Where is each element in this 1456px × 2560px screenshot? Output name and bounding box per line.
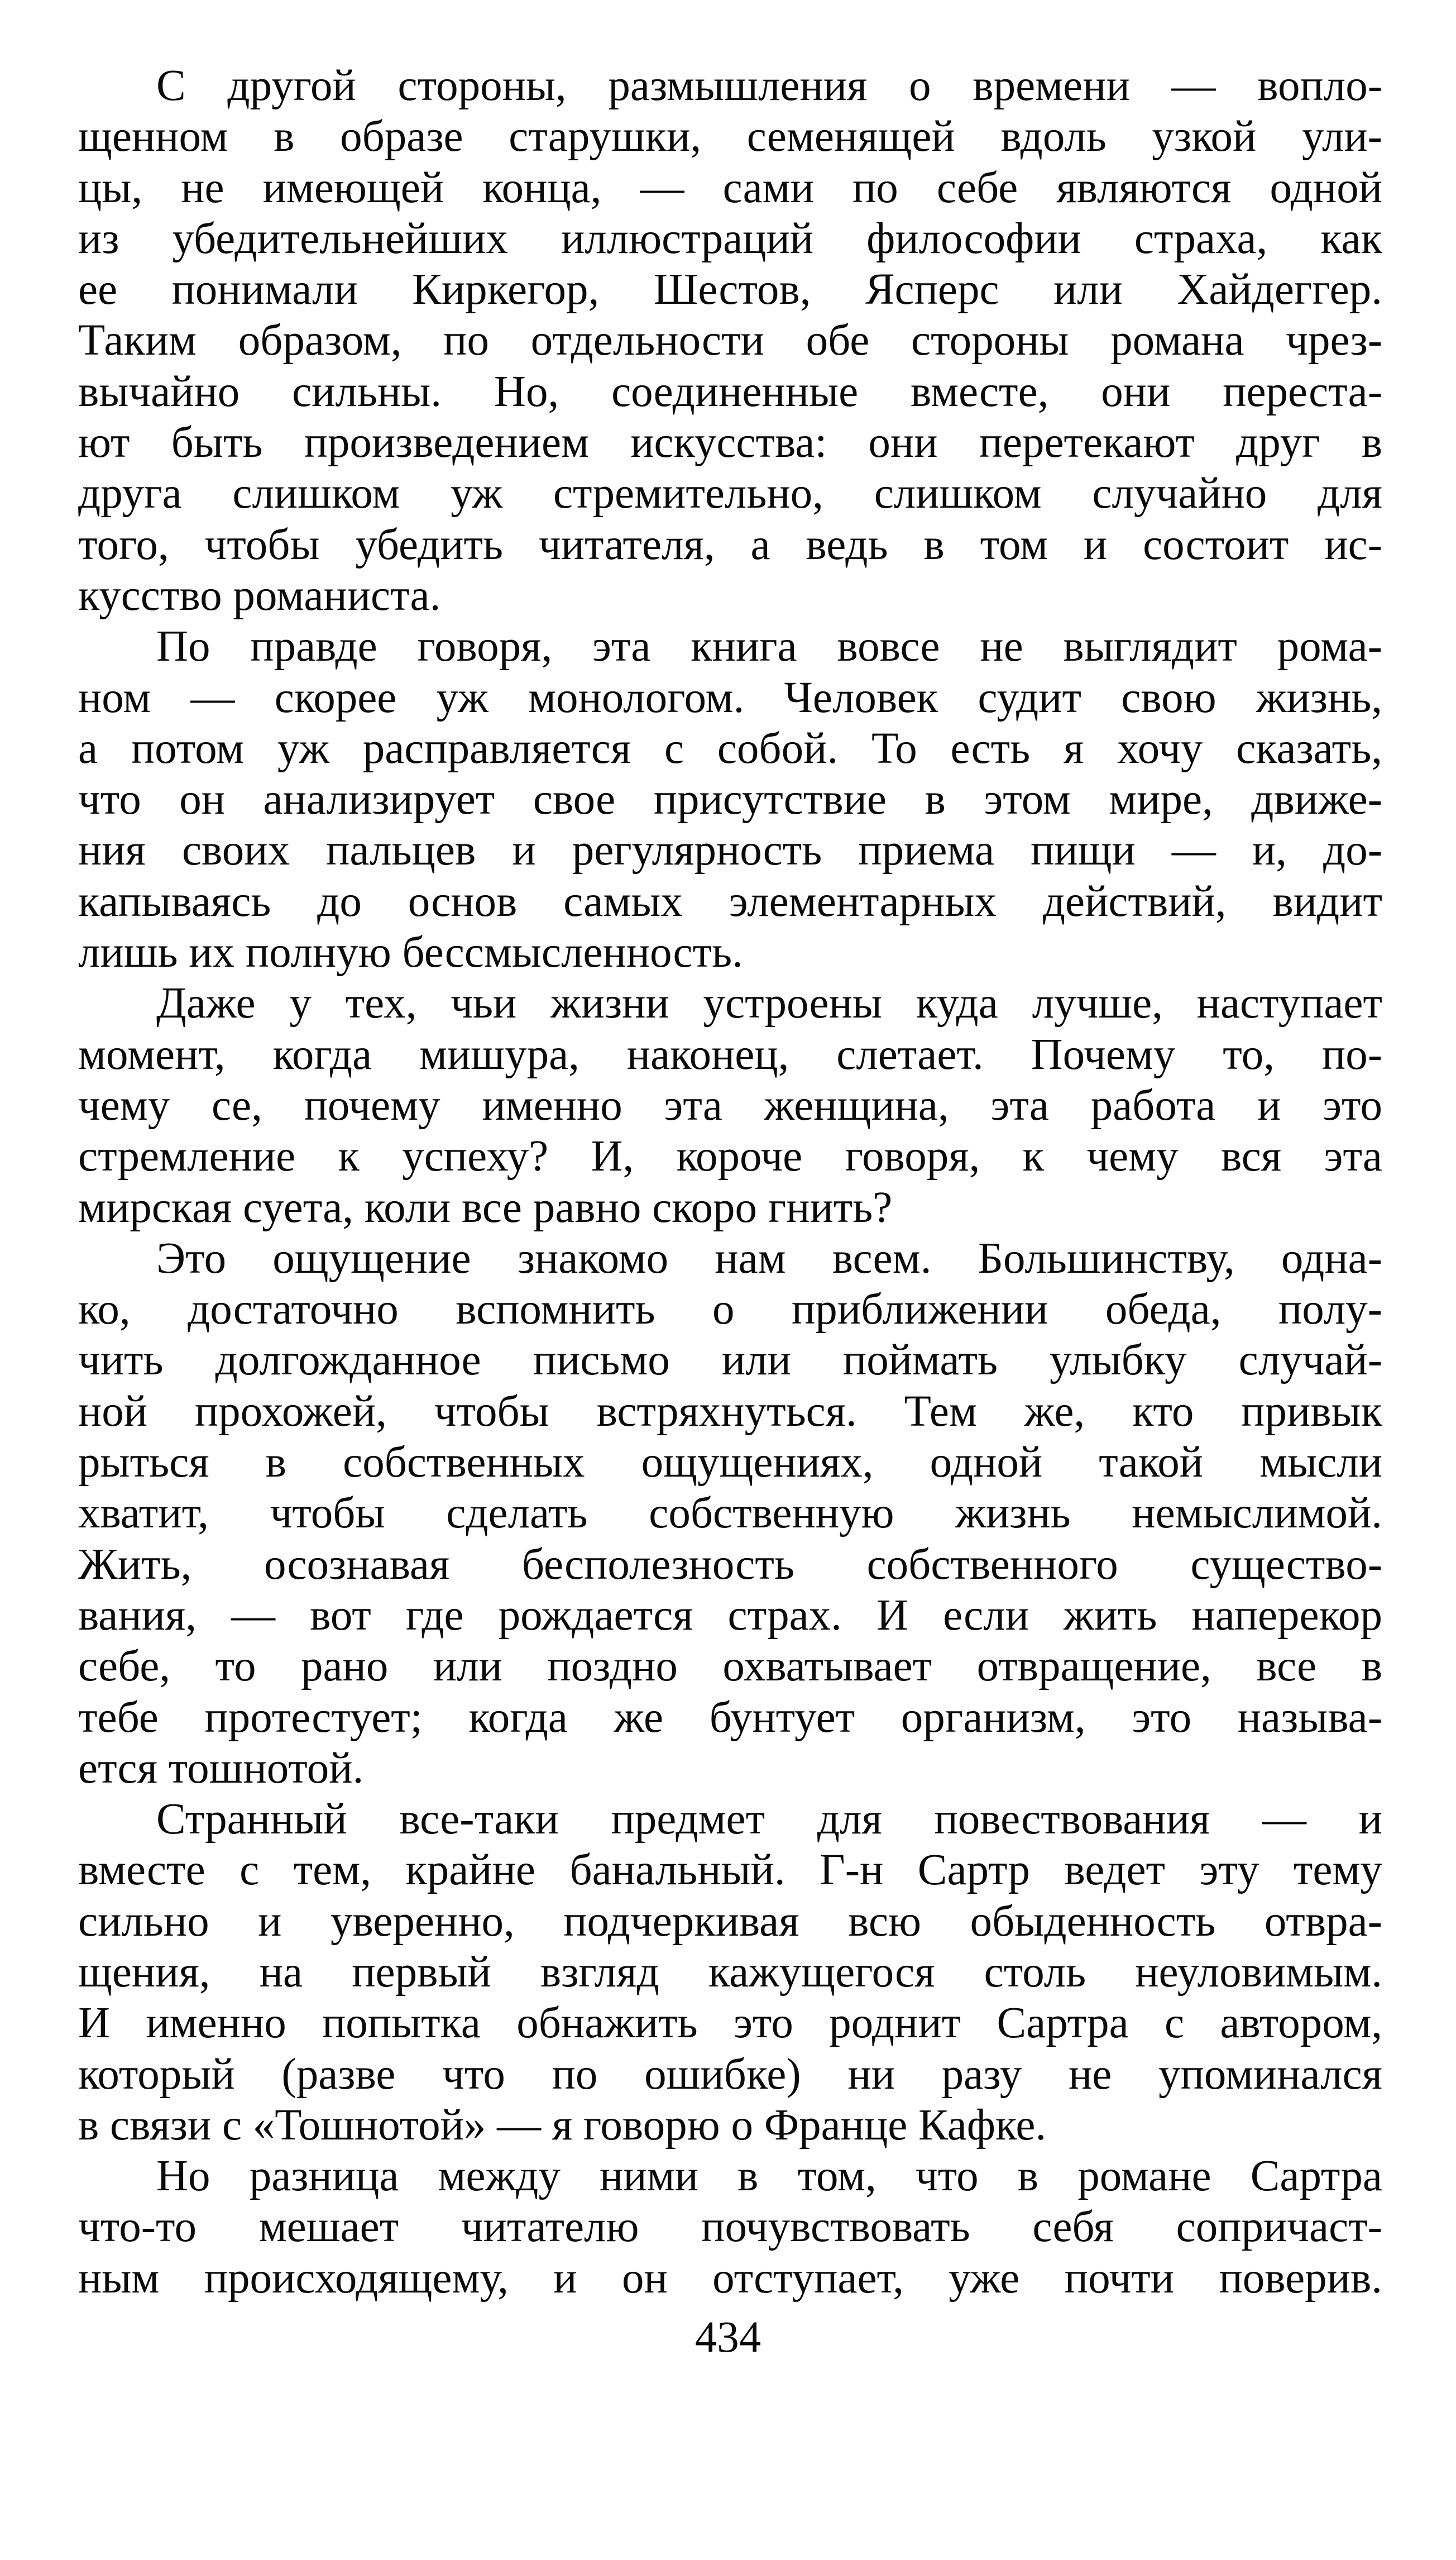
text-line: чему се, почему именно эта женщина, эта работа и это (78, 1081, 1382, 1130)
paragraph-3 (78, 978, 1382, 1233)
text-line: момент, когда мишура, наконец, слетает. Почему то, по- (78, 1030, 1382, 1079)
text-line: С другой стороны, размышления о времени — вопло- (156, 61, 1382, 110)
text-line: цы, не имеющей конца, — сами по себе являются одной (78, 163, 1382, 212)
text-line: кусство романиста. (78, 571, 441, 620)
text-line: себе, то рано или поздно охватывает отвращение, все в (78, 1642, 1382, 1691)
text-line: ее понимали Киркегор, Шестов, Ясперс или Хайдеггер. (78, 265, 1382, 314)
text-line: щения, на первый взгляд кажущегося столь неуловимым. (78, 1947, 1382, 1997)
text-line: из убедительнейших иллюстраций философии страха, как (78, 214, 1382, 263)
text-line: стремление к успеху? И, короче говоря, к чему вся эта (78, 1132, 1382, 1181)
text-line: рыться в собственных ощущениях, одной такой мысли (78, 1438, 1382, 1487)
text-line: Даже у тех, чьи жизни устроены куда лучше, наступает (156, 979, 1382, 1028)
text-line: капываясь до основ самых элементарных действий, видит (78, 877, 1382, 926)
text-line: По правде говоря, эта книга вовсе не выглядит рома- (156, 622, 1382, 671)
paragraph-6 (78, 2151, 1382, 2304)
text-line: Жить, осознавая бесполезность собственного существо- (78, 1540, 1382, 1589)
text-line: Но разница между ними в том, что в романе Сартра (156, 2152, 1382, 2201)
text-line: Странный все-таки предмет для повествования — и (156, 1795, 1382, 1844)
text-line: вычайно сильны. Но, соединенные вместе, они переста- (78, 367, 1382, 416)
text-line: лишь их полную бессмысленность. (78, 928, 743, 977)
text-line: чить долгожданное письмо или поймать улыбку случай- (78, 1336, 1382, 1385)
text-line: ном — скорее уж монологом. Человек судит свою жизнь, (78, 673, 1382, 722)
text-line: ния своих пальцев и регулярность приема пищи — и, до- (78, 826, 1382, 875)
text-line: И именно попытка обнажить это роднит Сартра с автором, (78, 1999, 1382, 2048)
text-line: ют быть произведением искусства: они перетекают друг в (78, 418, 1382, 467)
paragraph-4 (78, 1233, 1382, 1794)
text-line: который (разве что по ошибке) ни разу не упоминался (78, 2050, 1382, 2099)
text-line: щенном в образе старушки, семенящей вдоль узкой ули- (78, 112, 1382, 161)
text-line: ным происходящему, и он отступает, уже почти поверив. (78, 2253, 1382, 2303)
text-line: Это ощущение знакомо нам всем. Большинству, одна- (156, 1234, 1382, 1283)
text-line: хватит, чтобы сделать собственную жизнь немыслимой. (78, 1489, 1382, 1538)
text-line: ной прохожей, чтобы встряхнуться. Тем же, кто привык (78, 1387, 1382, 1436)
paragraph-1 (78, 60, 1382, 621)
text-line: того, чтобы убедить читателя, а ведь в том и состоит ис- (78, 520, 1382, 569)
text-line: что-то мешает читателю почувствовать себя сопричаст- (78, 2203, 1382, 2252)
text-line: сильно и уверенно, подчеркивая всю обыденность отвра- (78, 1897, 1382, 1946)
text-line: мирская суета, коли все равно скоро гнить? (78, 1183, 893, 1232)
text-line: ется тошнотой. (78, 1744, 364, 1793)
text-line: тебе протестует; когда же бунтует организм, это называ- (78, 1693, 1382, 1742)
text-line: друга слишком уж стремительно, слишком случайно для (78, 469, 1382, 518)
text-line: вания, — вот где рождается страх. И если жить наперекор (78, 1591, 1382, 1640)
text-line: Таким образом, по отдельности обе стороны романа чрез- (78, 316, 1382, 365)
text-line: вместе с тем, крайне банальный. Г-н Сартр ведет эту тему (78, 1846, 1382, 1895)
text-line: в связи с «Тошнотой» — я говорю о Франце Кафке. (78, 2100, 1047, 2150)
paragraph-5 (78, 1794, 1382, 2151)
text-line: а потом уж расправляется с собой. То есть я хочу сказать, (78, 724, 1382, 773)
page-body (78, 60, 1382, 2304)
paragraph-2 (78, 621, 1382, 978)
text-line: что он анализирует свое присутствие в этом мире, движе- (78, 775, 1382, 824)
text-line: ко, достаточно вспомнить о приближении обеда, полу- (78, 1285, 1382, 1334)
page-number: 434 (695, 2313, 761, 2362)
